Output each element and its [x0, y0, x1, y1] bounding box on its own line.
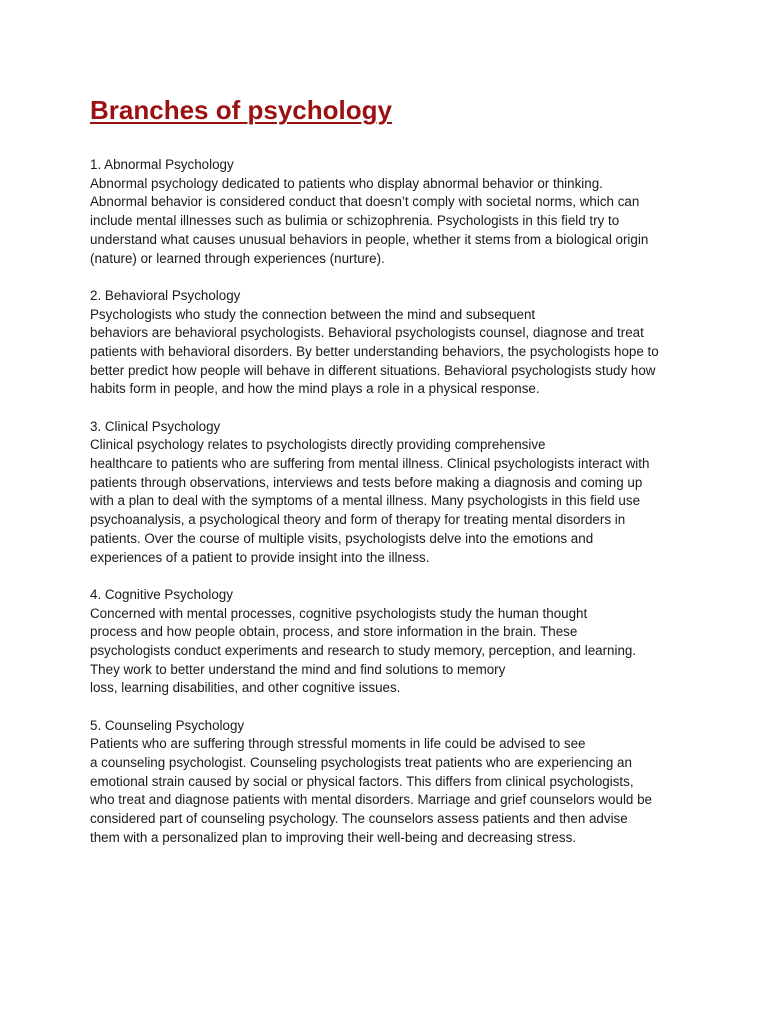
paragraph-line: who treat and diagnose patients with mental disorders. Marriage and grief counselors would be: [90, 792, 652, 808]
paragraph-line: a counseling psychologist. Counseling psychologists treat patients who are experiencing an: [90, 755, 632, 771]
paragraph-line: loss, learning disabilities, and other cognitive issues.: [90, 680, 401, 696]
section-behavioral-psychology: [90, 287, 690, 399]
paragraph-line: Concerned with mental processes, cognitive psychologists study the human thought: [90, 605, 588, 621]
section-abnormal-psychology: [90, 156, 690, 268]
paragraph-line: psychoanalysis, a psychological theory and form of therapy for treating mental disorders in: [90, 512, 626, 528]
section-counseling-psychology: [90, 717, 690, 848]
paragraph-line: process and how people obtain, process, and store information in the brain. These: [90, 624, 578, 640]
section-heading: 1. Abnormal Psychology: [90, 157, 234, 172]
paragraph-line: patients. Over the course of multiple visits, psychologists delve into the emotions and: [90, 530, 594, 546]
paragraph-line: Patients who are suffering through stressful moments in life could be advised to see: [90, 736, 586, 752]
paragraph-line: emotional strain caused by social or physical factors. This differs from clinical psychologists,: [90, 773, 634, 789]
paragraph-line: patients with behavioral disorders. By better understanding behaviors, the psychologists hope to: [90, 343, 659, 359]
paragraph-line: include mental illnesses such as bulimia or schizophrenia. Psychologists in this field try to: [90, 213, 620, 229]
section-heading: 5. Counseling Psychology: [90, 717, 245, 733]
section-clinical-psychology: [90, 418, 690, 568]
document-page: [90, 95, 690, 866]
paragraph-line: (nature) or learned through experiences (nurture).: [90, 250, 385, 266]
paragraph-line: patients through observations, interviews and tests before making a diagnosis and coming up: [90, 474, 643, 490]
paragraph-line: understand what causes unusual behaviors in people, whether it stems from a biological origin: [90, 231, 649, 247]
paragraph-line: with a plan to deal with the symptoms of a mental illness. Many psychologists in this field use: [90, 493, 641, 509]
paragraph-line: Clinical psychology relates to psychologists directly providing comprehensive: [90, 437, 546, 453]
document-title: Branches of psychology: [90, 95, 392, 125]
paragraph-line: considered part of counseling psychology. The counselors assess patients and then advise: [90, 811, 628, 827]
paragraph-line: experiences of a patient to provide insight into the illness.: [90, 549, 430, 565]
paragraph-line: better predict how people will behave in different situations. Behavioral psychologists study how: [90, 362, 656, 378]
section-cognitive-psychology: [90, 586, 690, 698]
section-heading: 3. Clinical Psychology: [90, 418, 221, 434]
paragraph-line: behaviors are behavioral psychologists. Behavioral psychologists counsel, diagnose and treat: [90, 325, 644, 341]
paragraph-line: psychologists conduct experiments and research to study memory, perception, and learning.: [90, 642, 637, 658]
paragraph-line: Abnormal psychology dedicated to patients who display abnormal behavior or thinking.: [90, 175, 603, 191]
paragraph-line: Psychologists who study the connection between the mind and subsequent: [90, 306, 536, 322]
paragraph-line: Abnormal behavior is considered conduct that doesn’t comply with societal norms, which can: [90, 194, 640, 210]
paragraph-line: habits form in people, and how the mind plays a role in a physical response.: [90, 381, 540, 397]
paragraph-line: them with a personalized plan to improving their well-being and decreasing stress.: [90, 829, 577, 845]
paragraph-line: healthcare to patients who are suffering from mental illness. Clinical psychologists interact with: [90, 456, 650, 472]
paragraph-line: They work to better understand the mind and find solutions to memory: [90, 661, 506, 677]
section-heading: 2. Behavioral Psychology: [90, 287, 241, 303]
section-heading: 4. Cognitive Psychology: [90, 586, 233, 602]
